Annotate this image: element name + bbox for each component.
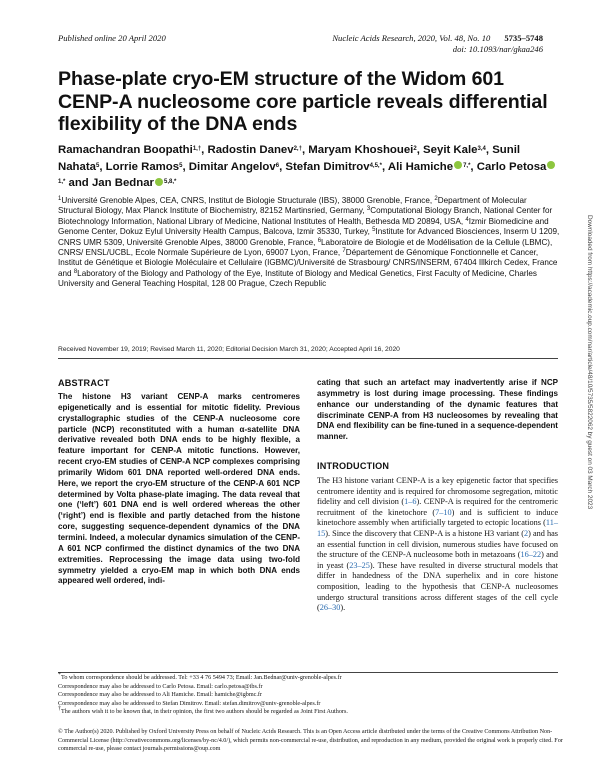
footnote-line: Correspondence may also be addressed to Carlo Petosa. Email: carlo.petosa@ibs.fr bbox=[58, 683, 263, 690]
author-affiliation-marker: 5 bbox=[95, 162, 100, 169]
orcid-icon[interactable] bbox=[454, 161, 462, 169]
orcid-icon[interactable] bbox=[155, 178, 163, 186]
affiliation-number: 1 bbox=[58, 196, 62, 202]
reference-link[interactable]: 26–30 bbox=[319, 603, 341, 613]
abstract-text-right: cating that such an artefact may inadvertently arise if NCP asymmetry is lost during image processing. These findings enhance our understanding of the dynamic features that discriminate CENP-A from H3 nucleosomes by revealing that DNA end flexibility can be fine-tuned in a sequence-dependent manner. bbox=[317, 378, 558, 442]
intro-text-run: ). These have resulted in diverse structural models that differ in handedness of the DNA superhelix and in core histone composition, leading to the hypothesis that CENP-A nucleosomes undergo structural transitions across different stages of the cell cycle ( bbox=[317, 560, 558, 613]
reference-link[interactable]: 1–6 bbox=[404, 497, 417, 507]
received-dates: Received November 19, 2019; Revised March 11, 2020; Editorial Decision March 31, 2020; Accepted April 16, 2020 bbox=[58, 346, 400, 353]
orcid-icon[interactable] bbox=[547, 161, 555, 169]
intro-text-run: ). bbox=[340, 603, 346, 613]
affiliation-number: 8 bbox=[73, 268, 78, 275]
author-name: Carlo Petosa bbox=[476, 160, 547, 173]
author-affiliation-marker: 5 bbox=[179, 162, 183, 169]
author-name: Radostin Danev bbox=[207, 144, 294, 156]
affiliation-number: 5 bbox=[372, 227, 376, 234]
affiliation-text: Université Grenoble Alpes, CEA, CNRS, Institut de Biologie Structurale (IBS), 38000 Grenoble, France, bbox=[61, 196, 435, 205]
author-affiliation-marker: 4,5,* bbox=[369, 162, 382, 169]
author-affiliation-marker: 5,8,* bbox=[163, 179, 177, 185]
author-affiliation-marker: 3,4 bbox=[477, 146, 486, 152]
intro-text-run: ) and has an essential function in cell division, numerous studies have focused on the structure of the CENP-A nucleosome both in metazoans ( bbox=[317, 528, 558, 560]
affiliation-number: 7 bbox=[342, 248, 346, 255]
affiliation-text: Computational Biology Branch, National Center for Biotechnology Information, National Library of Medicine, National Institutes of Health, Bethesda MD 20894, USA, bbox=[58, 206, 553, 226]
abstract-heading: ABSTRACT bbox=[58, 378, 110, 388]
running-header-left: Published online 20 April 2020 bbox=[58, 33, 166, 43]
author-affiliation-marker: 2,† bbox=[293, 146, 302, 152]
author-name: Ramachandran Boopathi bbox=[58, 144, 193, 156]
download-note: Downloaded from https://academic.oup.com/nar/article/48/10/5735/5822062 by guest on 03 March 2023 bbox=[586, 215, 593, 510]
intro-text-run: The H3 histone variant CENP-A is a key epigenetic factor that specifies centromere identity and is required for chromosome segregation, mitotic fidelity and cell division ( bbox=[317, 476, 558, 507]
intro-text-run: ) and in yeast ( bbox=[317, 550, 558, 570]
download-sidebar bbox=[585, 215, 593, 555]
footnotes bbox=[58, 674, 558, 717]
author-name: Maryam Khoshouei bbox=[308, 144, 414, 156]
author-name: Ali Hamiche bbox=[387, 160, 454, 173]
author-name: Lorrie Ramos bbox=[105, 160, 180, 173]
author-name: Stefan Dimitrov bbox=[285, 160, 370, 173]
footnote-line: Correspondence may also be addressed to Stefan Dimitrov. Email: stefan.dimitrov@univ-grenoble-alpes.fr bbox=[58, 700, 321, 707]
affiliation-text: Izmir Biomedicine and Genome Center, Dokuz Eylul University Health Campus, Balcova, Izmir 35330, Turkey, bbox=[58, 216, 549, 237]
affiliation-list bbox=[58, 196, 563, 290]
abstract-text-left: The histone H3 variant CENP-A marks centromeres epigenetically and is essential for mitotic fidelity. Previous crystallographic studies of the CENP-A nucleosome core particle (NCP) reconstituted with a human α-satellite DNA derivative revealed both DNA ends to be highly flexible, a feature important for CENP-A mitotic functions. However, recent cryo-EM studies of CENP-A NCP complexes comprising primarily Widom 601 DNA reported well-ordered DNA ends. Here, we report the cryo-EM structure of the CENP-A 601 NCP determined by Volta phase-plate imaging. The data reveal that one (‘left’) 601 DNA end is well ordered whereas the other (‘right’) end is flexible and partly detached from the histone core, suggesting sequence-dependent dynamics of the DNA termini. Indeed, a molecular dynamics simulation of the CENP-A 601 NCP confirmed the distinct dynamics of the two DNA extremities. Reprocessing the image data using two-fold symmetry yielded a cryo-EM map in which both DNA ends appeared well ordered, indi- bbox=[58, 392, 300, 586]
article-title: Phase-plate cryo-EM structure of the Widom 601 CENP-A nucleosome core particle reveals differential flexibility of the DNA ends bbox=[58, 68, 548, 135]
intro-text-run: ). Since the discovery that CENP-A is a histone H3 variant ( bbox=[325, 528, 525, 538]
introduction-text bbox=[317, 476, 558, 614]
author-name: Seyit Kale bbox=[423, 144, 478, 156]
affiliation-number: 3 bbox=[366, 206, 371, 213]
footnote-line: †The authors wish it to be known that, in their opinion, the first two authors should be regarded as Joint First Authors. bbox=[58, 706, 348, 716]
author-name: Sunil Nahata bbox=[58, 144, 521, 173]
journal-reference: Nucleic Acids Research, 2020, Vol. 48, No. 10 bbox=[332, 33, 491, 43]
intro-text-run: ) and is sufficient to induce kinetochore assembly when artificially targeted to ectopic locations ( bbox=[317, 507, 558, 528]
author-affiliation-marker: 2 bbox=[413, 146, 417, 152]
affiliation-text: Laboratoire de Biologie et de Modélisation de la Cellule (LBMC), CNRS/ ENSL/UCBL, Ecole Normale Supérieure de Lyon, 69007 Lyon, France, bbox=[58, 237, 553, 258]
affiliation-number: 2 bbox=[434, 196, 438, 202]
author-name: Jan Bednar bbox=[91, 177, 154, 189]
author-affiliation-marker: 1,† bbox=[192, 146, 202, 152]
introduction-heading: INTRODUCTION bbox=[317, 461, 390, 471]
reference-link[interactable]: 11–15 bbox=[317, 518, 558, 538]
page-range: 5735–5748 bbox=[504, 33, 543, 43]
author-affiliation-marker: 6 bbox=[275, 162, 280, 169]
running-header-right bbox=[332, 33, 543, 55]
reference-link[interactable]: 23–25 bbox=[349, 560, 370, 570]
affiliation-number: 6 bbox=[317, 237, 322, 244]
reference-link[interactable]: 7–10 bbox=[435, 507, 452, 517]
affiliation-text: Institute for Advanced Biosciences, Inserm U 1209, CNRS UMR 5309, Université Grenoble Alpes, 38000 Grenoble, France, bbox=[58, 227, 560, 247]
affiliation-number: 4 bbox=[465, 216, 469, 223]
doi[interactable]: doi: 10.1093/nar/gkaa246 bbox=[452, 44, 543, 54]
author-affiliation-marker: 1,* bbox=[58, 179, 66, 185]
footnote-line: *To whom correspondence should be addressed. Tel: +33 4 76 5494 73; Email: Jan.Bednar@univ-grenoble-alpes.fr bbox=[58, 672, 342, 681]
copyright-notice: © The Author(s) 2020. Published by Oxford University Press on behalf of Nucleic Acids Research. This is an Open Access article distributed under the terms of the Creative Commons Attribution Non-Commercial License (http://creativecommons.org/licenses/by-nc/4.0/), which permits non-commercial re-use, distribution, and reproduction in any medium, provided the original work is properly cited. For commercial re-use, please contact journals.permissions@oup.com bbox=[58, 729, 563, 753]
footnote-divider bbox=[58, 672, 558, 673]
author-affiliation-marker: 7,* bbox=[463, 162, 471, 169]
affiliation-text: Laboratory of the Biology and Pathology of the Eye, Institute of Biology and Medical Genetics, First Faculty of Medicine, Charles University and General Teaching Hospital, 128 00 Prague, Czech Republic bbox=[58, 268, 537, 289]
affiliation-text: Department of Molecular Structural Biology, Max Planck Institute of Biochemistry, 82152 Martinsried, Germany, bbox=[58, 196, 527, 216]
footnote-line: Correspondence may also be addressed to Ali Hamiche. Email: hamiche@igbmc.fr bbox=[58, 692, 262, 699]
header-divider bbox=[58, 358, 558, 359]
author-list: Ramachandran Boopathi$^{1,\dagger}$, Radostin Danev$^{2,\dagger}$, Maryam Khoshouei$^2$, Seyit Kale$^{3,4}$, Sunil Nahata$^5$, Lorrie Ramos$^5$, Dimitar Angelov$^6$, Stefan Dimitrov$^{4,5,*}$, Ali Hamiche $^{7,*}$, Carlo Petosa$^{1,*}$ and Jan Bednar $^{5,8,*}$ bbox=[58, 142, 558, 192]
intro-text-run: ). CENP-A is required for the centromeric recruitment of the kinetochore ( bbox=[317, 497, 559, 517]
author-name: Dimitar Angelov bbox=[188, 160, 276, 173]
reference-link[interactable]: 16–22 bbox=[520, 550, 542, 560]
affiliation-text: Département de Génomique Fonctionnelle et Cancer, Institut de Génétique et Biologie Moléculaire et Cellulaire (IGBMC)/Université de Strasbourg/ CNRS/INSERM, 67404 Illkirch Cedex, France and bbox=[58, 248, 558, 278]
reference-link[interactable]: 2 bbox=[524, 528, 529, 538]
